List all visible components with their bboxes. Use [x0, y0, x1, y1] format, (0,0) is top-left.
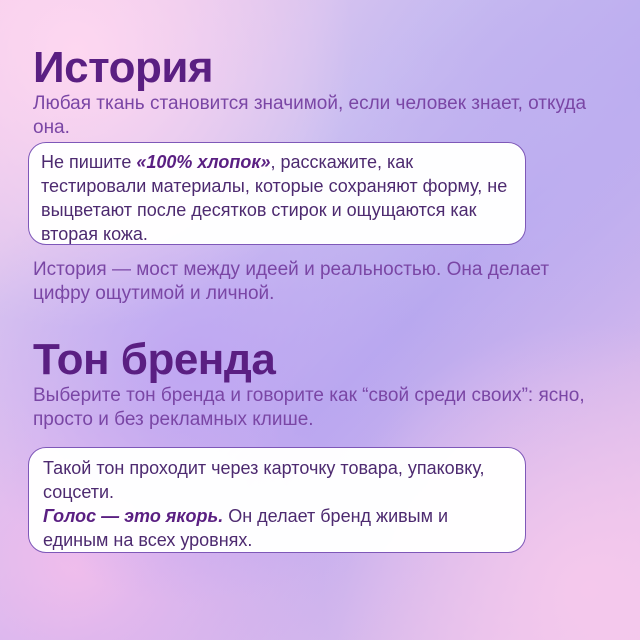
brand-tone-card-line1: Такой тон проходит через карточку товара, упаковку, соцсети. — [43, 458, 485, 502]
brand-tone-card-suffix: Он делает бренд живым и единым на всех уровнях. — [43, 506, 449, 550]
history-outro: История — мост между идеей и реальностью. Она делает цифру ощутимой и личной. — [33, 259, 550, 304]
brand-tone-card — [28, 447, 526, 553]
brand-tone-card-text — [43, 456, 511, 552]
section-title-brand-tone: Тон бренда — [33, 335, 276, 384]
history-card-emphasis: «100% хлопок» — [136, 152, 271, 172]
brand-tone-intro: Выберите тон бренда и говорите как “свой среди своих”: ясно, просто и без рекламных клише. — [33, 385, 585, 430]
history-card-text — [41, 150, 513, 246]
history-card-suffix: , расскажите, как тестировали материалы, которые сохраняют форму, не выцветают после десятков стирок и ощущаются как вторая кожа. — [41, 152, 508, 244]
history-card — [28, 142, 526, 245]
history-intro: Любая ткань становится значимой, если человек знает, откуда она. — [33, 93, 587, 138]
section-title-history: История — [33, 43, 214, 92]
brand-tone-card-emphasis: Голос — это якорь. — [43, 506, 224, 526]
history-card-prefix: Не пишите — [41, 152, 137, 172]
